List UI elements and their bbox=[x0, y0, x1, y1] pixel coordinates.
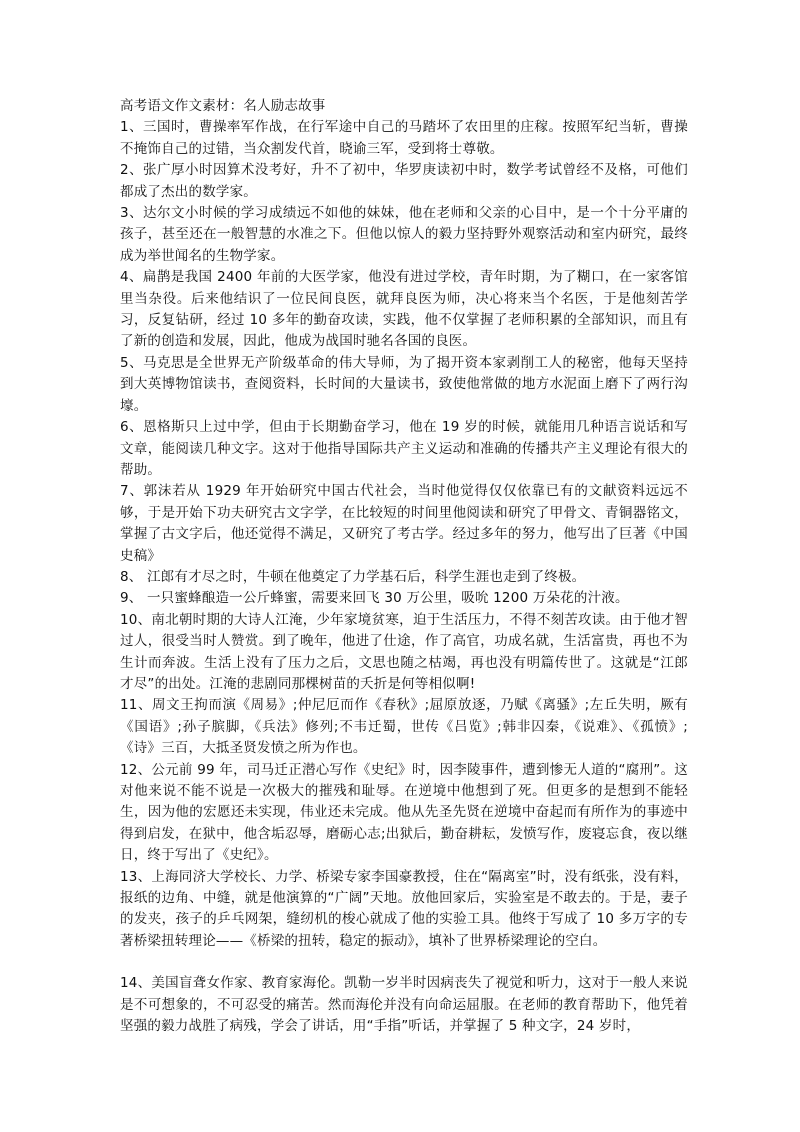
paragraph-11: 11、周文王拘而演《周易》;仲尼厄而作《春秋》;屈原放逐，乃赋《离骚》;左丘失明，厥有《国语》;孙子膑脚，《兵法》修列;不韦迁蜀，世传《吕览》;韩非囚秦，《说难》、《孤愤》;《诗》三百，大抵圣贤发愤之所为作也。 bbox=[120, 697, 688, 757]
paragraph-9: 9、 一只蜜蜂酿造一公斤蜂蜜，需要来回飞 30 万公里，吸吮 1200 万朵花的汁液。 bbox=[120, 590, 629, 607]
paragraph-14: 14、美国盲聋女作家、教育家海伦。凯勒一岁半时因病丧失了视觉和听力，这对于一般人来说是不可想象的，不可忍受的痛苦。然而海伦并没有向命运屈服。在老师的教育帮助下，他凭着坚强的毅力战胜了病残，学会了讲话，用“手指”听话，并掌握了 5 种文字，24 岁时， bbox=[120, 975, 688, 1035]
paragraph-13: 13、上海同济大学校长、力学、桥梁专家李国豪教授，住在“隔离室”时，没有纸张，没有料，报纸的边角、中缝，就是他演算的“广阔”天地。放他回家后，实验室是不敢去的。于是，妻子的发夹，孩子的乒乓网架，缝纫机的梭心就成了他的实验工具。他终于写成了 10 多万字的专著桥梁扭转理论——《桥梁的扭转，稳定的振动》，填补了世界桥梁理论的空白。 bbox=[120, 868, 688, 949]
paragraph-1: 1、三国时，曹操率军作战，在行军途中自己的马踏坏了农田里的庄稼。按照军纪当斩，曹操不掩饰自己的过错，当众割发代首，晓谕三军，受到将士尊敬。 bbox=[120, 119, 688, 157]
paragraph-8: 8、 江郎有才尽之时，牛顿在他奠定了力学基石后，科学生涯也走到了终极。 bbox=[120, 568, 586, 585]
paragraph-2: 2、张广厚小时因算术没考好，升不了初中，华罗庚读初中时，数学考试曾经不及格，可他们都成了杰出的数学家。 bbox=[120, 162, 688, 200]
document-title: 高考语文作文素材：名人励志故事 bbox=[120, 98, 326, 114]
paragraph-4: 4、扁鹊是我国 2400 年前的大医学家，他没有进过学校，青年时期，为了糊口，在一家客馆里当杂役。后来他结识了一位民间良医，就拜良医为师，决心将来当个名医，于是他刻苦学习，反复钻研，经过 10 多年的勤奋攻读，实践，他不仅掌握了老师积累的全部知识，而且有了新的创造和发展，因此，他成为战国时驰名各国的良医。 bbox=[120, 269, 688, 350]
paragraph-6: 6、恩格斯只上过中学，但由于长期勤奋学习，他在 19 岁的时候，就能用几种语言说话和写文章，能阅读几种文字。这对于他指导国际共产主义运动和准确的传播共产主义理论有很大的帮助。 bbox=[120, 419, 688, 478]
document-page bbox=[120, 96, 688, 1037]
paragraph-7: 7、郭沫若从 1929 年开始研究中国古代社会，当时他觉得仅仅依靠已有的文献资料远远不够，于是开始下功夫研究古文字学，在比较短的时间里他阅读和研究了甲骨文、青铜器铭文，掌握了古文字后，他还觉得不满足，又研究了考古学。经过多年的努力，他写出了巨著《中国史稿》 bbox=[120, 483, 688, 564]
paragraph-10: 10、南北朝时期的大诗人江淹，少年家境贫寒，迫于生活压力，不得不刻苦攻读。由于他才智过人，很受当时人赞赏。到了晚年，他进了仕途，作了高官，功成名就，生活富贵，再也不为生计而奔波。生活上没有了压力之后，文思也随之枯竭，再也没有明篇传世了。这就是“江郎才尽”的出处。江淹的悲剧同那棵树苗的夭折是何等相似啊! bbox=[120, 611, 688, 692]
paragraph-5: 5、马克思是全世界无产阶级革命的伟大导师，为了揭开资本家剥削工人的秘密，他每天坚持到大英博物馆读书，查阅资料，长时间的大量读书，致使他常做的地方水泥面上磨下了两行沟壕。 bbox=[120, 354, 688, 414]
paragraph-3: 3、达尔文小时候的学习成绩远不如他的妹妹，他在老师和父亲的心目中，是一个十分平庸的孩子，甚至还在一般智慧的水准之下。但他以惊人的毅力坚持野外观察活动和室内研究，最终成为举世闻名的生物学家。 bbox=[120, 205, 688, 264]
paragraph-12: 12、公元前 99 年，司马迁正潜心写作《史纪》时，因李陵事件，遭到惨无人道的“腐刑”。这对他来说不能不说是一次极大的摧残和耻辱。在逆境中他想到了死。但更多的是想到不能轻生，因为他的宏愿还未实现，伟业还未完成。他从先圣先贤在逆境中奋起而有所作为的事迹中得到启发，在狱中，他含垢忍辱，磨砺心志;出狱后，勤奋耕耘，发愤写作，废寝忘食，夜以继日，终于写出了《史纪》。 bbox=[120, 761, 688, 864]
